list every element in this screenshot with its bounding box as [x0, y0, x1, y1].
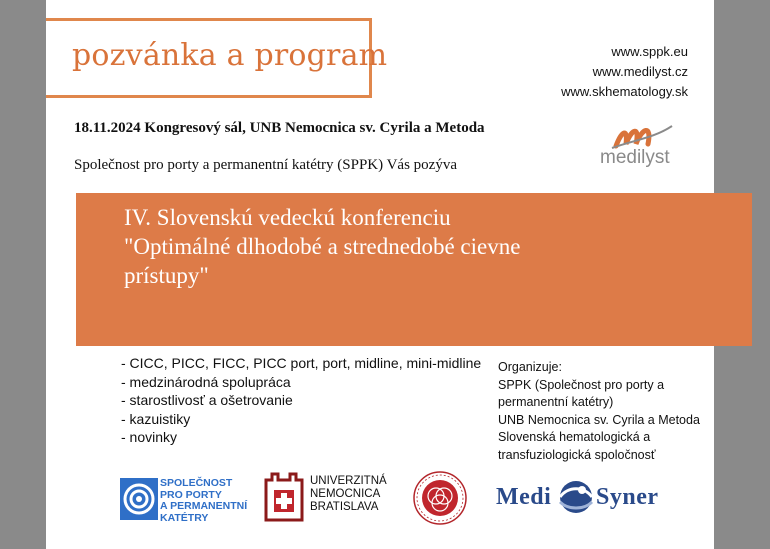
organizer-line: transfuziologická spoločnosť — [498, 447, 656, 462]
organizers-block — [498, 359, 700, 464]
link-skhematology[interactable]: www.skhematology.sk — [561, 84, 688, 99]
organizer-line: Slovenská hematologická a — [498, 430, 651, 444]
topic-item: - starostlivosť a ošetrovanie — [121, 392, 293, 409]
topic-item: - novinky — [121, 429, 178, 446]
link-medilyst[interactable]: www.medilyst.cz — [592, 64, 688, 79]
topic-item: - CICC, PICC, FICC, PICC port, port, midline, mini-midline — [121, 355, 482, 371]
sppk-logo-line: SPOLEČNOST — [160, 477, 233, 489]
organizer-line: SPPK (Společnost pro porty a — [498, 377, 665, 392]
event-date-place: 18.11.2024 Kongresový sál, UNB Nemocnica sv. Cyrila a Metoda — [74, 120, 485, 136]
banner-line-1: IV. Slovenskú vedeckú konferenciu — [124, 205, 451, 230]
medisyner-logo-left: Medi — [496, 484, 552, 510]
hematology-society-seal-icon — [412, 470, 468, 526]
topic-item: - kazuistiky — [121, 410, 191, 427]
organizer-line: permanentní katétry) — [498, 395, 614, 409]
page-title: pozvánka a program — [72, 38, 388, 73]
unb-logo-line: UNIVERZITNÁ — [310, 475, 387, 487]
medisyner-logo-right: Syner — [596, 484, 659, 510]
invite-text: Společnost pro porty a permanentní katétry (SPPK) Vás pozýva — [74, 157, 457, 173]
sppk-logo-line: KATÉTRY — [160, 511, 209, 524]
unb-crest-icon — [264, 472, 304, 522]
topic-item: - medzinárodná spolupráca — [121, 373, 291, 390]
topics-list — [121, 354, 481, 447]
link-sppk[interactable]: www.sppk.eu — [611, 44, 688, 59]
banner-line-3: prístupy" — [124, 263, 209, 288]
organizer-line: UNB Nemocnica sv. Cyrila a Metoda — [498, 412, 700, 427]
medilyst-wordmark: medilyst — [600, 147, 670, 168]
banner-line-2: "Optimálné dlhodobé a strednedobé cievne — [124, 234, 521, 259]
unb-logo-line: NEMOCNICA — [310, 488, 381, 501]
website-links — [561, 42, 688, 102]
sppk-logo-line: PRO PORTY — [160, 488, 222, 501]
conference-banner — [76, 193, 752, 346]
sppk-logo-text — [160, 478, 247, 524]
unb-logo-text — [310, 475, 387, 515]
unb-logo-line: BRATISLAVA — [310, 501, 379, 514]
medisyner-globe-icon — [556, 476, 596, 518]
organizers-heading: Organizuje: — [498, 360, 562, 374]
sppk-logo-line: A PERMANENTNÍ — [160, 500, 248, 512]
sppk-logo-icon — [120, 478, 158, 520]
